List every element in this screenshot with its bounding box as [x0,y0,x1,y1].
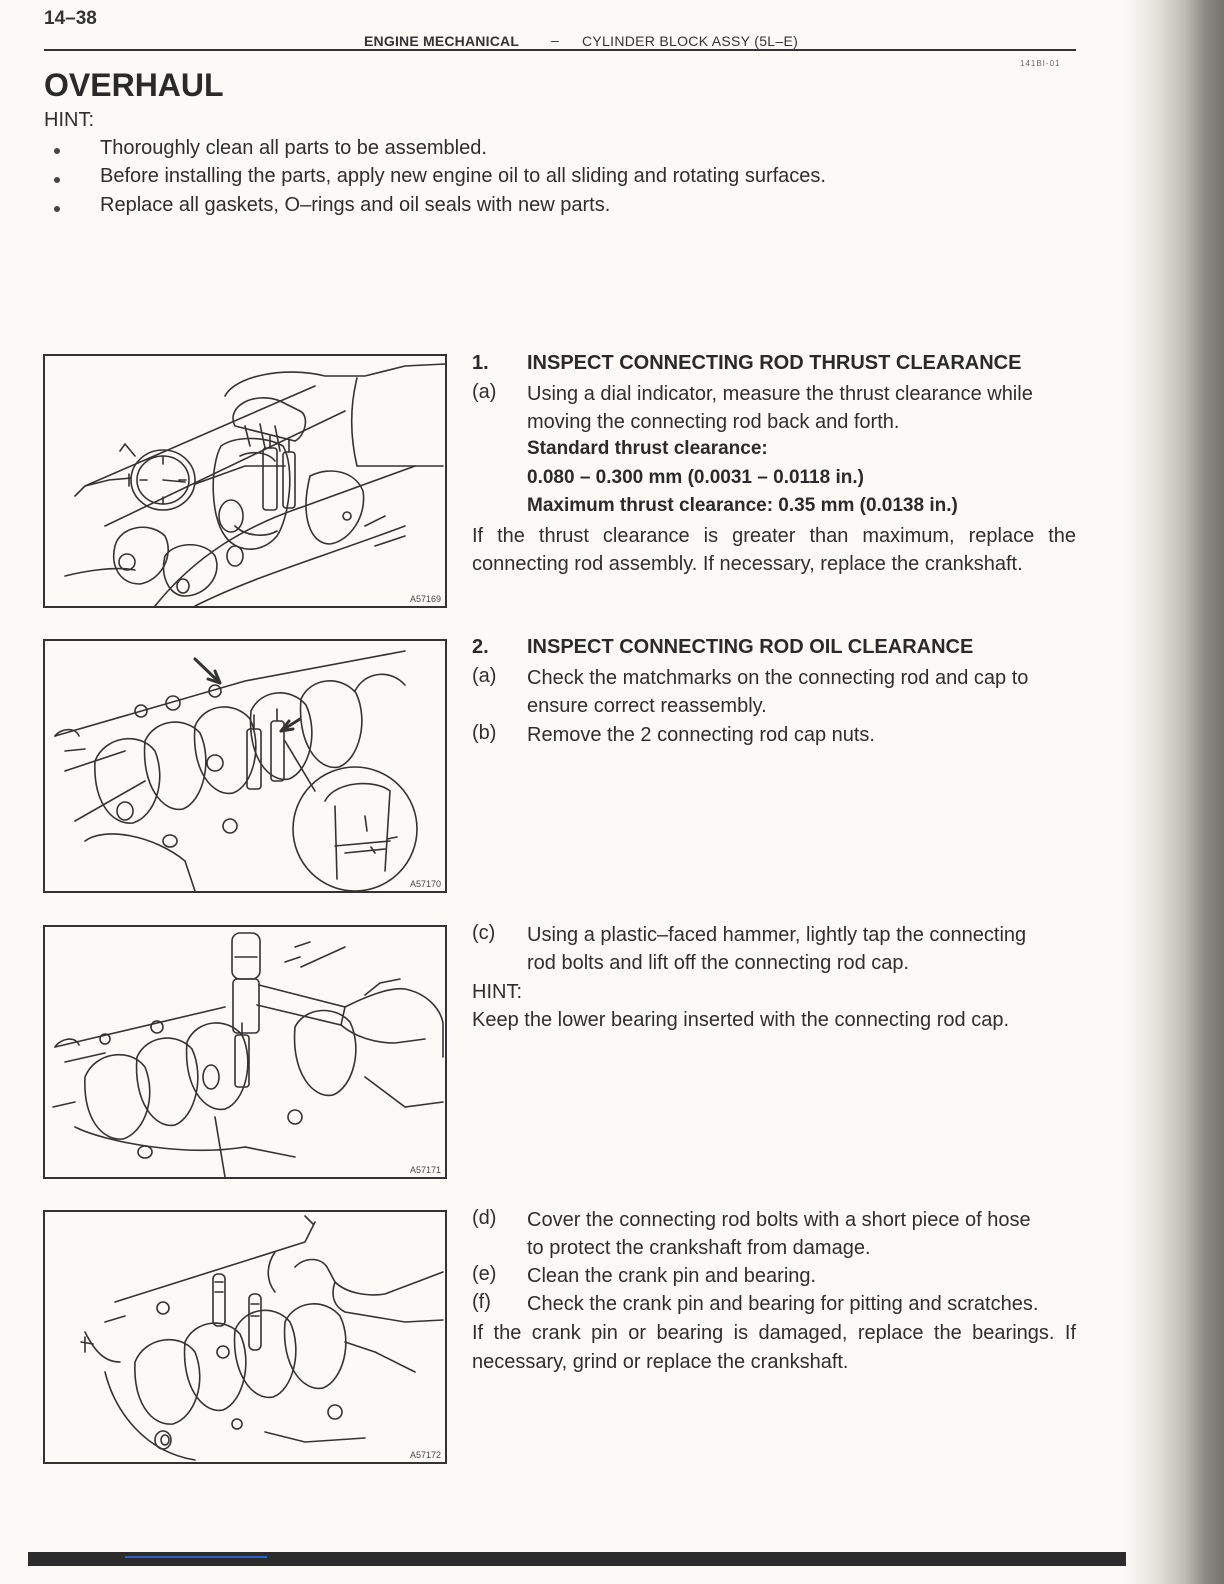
step-2f-text: Check the crank pin and bearing for pitting and scratches. [527,1293,1039,1315]
figure-hose-cover [43,1210,447,1464]
maximum-clearance-value: Maximum thrust clearance: 0.35 mm (0.0138 in.) [527,495,958,516]
step-2d-text-cont: to protect the crankshaft from damage. [527,1237,871,1259]
step-2-hint-text: Keep the lower bearing inserted with the connecting rod cap. [472,1009,1010,1031]
step-1a-text: Using a dial indicator, measure the thrust clearance while [527,383,1033,405]
bullet-icon [54,206,60,212]
figure-code: A57170 [409,879,441,889]
step-2c-text: Using a plastic–faced hammer, lightly tap the connecting [527,924,1027,946]
header-separator: – [551,32,559,48]
step-2e-text: Clean the crank pin and bearing. [527,1265,817,1287]
step-2a-label: (a) [472,665,497,687]
matchmark-illustration-icon [45,641,447,893]
step-1a-label: (a) [472,381,497,403]
page-title: OVERHAUL [44,67,224,103]
scan-edge-mark [125,1556,267,1558]
bullet-icon [54,148,60,154]
step-2c-text-cont: rod bolts and lift off the connecting rod cap. [527,952,910,974]
list-item: Thoroughly clean all parts to be assembled. [100,137,487,159]
hint-label: HINT: [44,109,94,131]
step-2-note: If the crank pin or bearing is damaged, replace the bearings. If [472,1322,1076,1344]
step-1-note-cont: connecting rod assembly. If necessary, replace the crankshaft. [472,553,1023,575]
scan-edge-bar [28,1552,1126,1566]
hammer-tap-illustration-icon [45,927,447,1179]
step-2d-text: Cover the connecting rod bolts with a short piece of hose [527,1209,1031,1231]
step-2c-label: (c) [472,922,496,944]
step-2-title: INSPECT CONNECTING ROD OIL CLEARANCE [527,636,974,658]
figure-matchmark [43,639,447,893]
step-2a-text-cont: ensure correct reassembly. [527,695,767,717]
header-section: ENGINE MECHANICAL [364,33,520,49]
list-item: Replace all gaskets, O–rings and oil seals with new parts. [100,194,611,216]
step-2b-label: (b) [472,722,497,744]
hose-cover-illustration-icon [45,1212,447,1464]
step-2b-text: Remove the 2 connecting rod cap nuts. [527,724,875,746]
step-1a-text-cont: moving the connecting rod back and forth. [527,411,900,433]
step-2f-label: (f) [472,1291,491,1313]
header-rule [44,49,1076,51]
step-1-note: If the thrust clearance is greater than maximum, replace the [472,525,1076,547]
standard-clearance-value: 0.080 – 0.300 mm (0.0031 – 0.0118 in.) [527,467,864,488]
step-2-hint-label: HINT: [472,981,522,1003]
standard-clearance-label: Standard thrust clearance: [527,438,768,459]
binding-shadow [1124,0,1224,1584]
figure-code: A57169 [409,594,441,604]
figure-dial-indicator [43,354,447,608]
bullet-icon [54,177,60,183]
step-1-title: INSPECT CONNECTING ROD THRUST CLEARANCE [527,352,1022,374]
dial-indicator-illustration-icon [45,356,447,608]
step-2-note-cont: necessary, grind or replace the crankshaft. [472,1351,849,1373]
list-item: Before installing the parts, apply new engine oil to all sliding and rotating surfaces. [100,165,826,187]
step-2-number: 2. [472,636,489,658]
step-2e-label: (e) [472,1263,497,1285]
header-subsection: CYLINDER BLOCK ASSY (5L–E) [582,33,799,49]
step-2d-label: (d) [472,1207,497,1229]
page-number: 14–38 [44,8,97,29]
figure-code: A57172 [409,1450,441,1460]
document-code: 141BI-01 [1020,59,1061,68]
figure-hammer-tap [43,925,447,1179]
step-1-number: 1. [472,352,489,374]
step-2a-text: Check the matchmarks on the connecting rod and cap to [527,667,1029,689]
figure-code: A57171 [409,1165,441,1175]
